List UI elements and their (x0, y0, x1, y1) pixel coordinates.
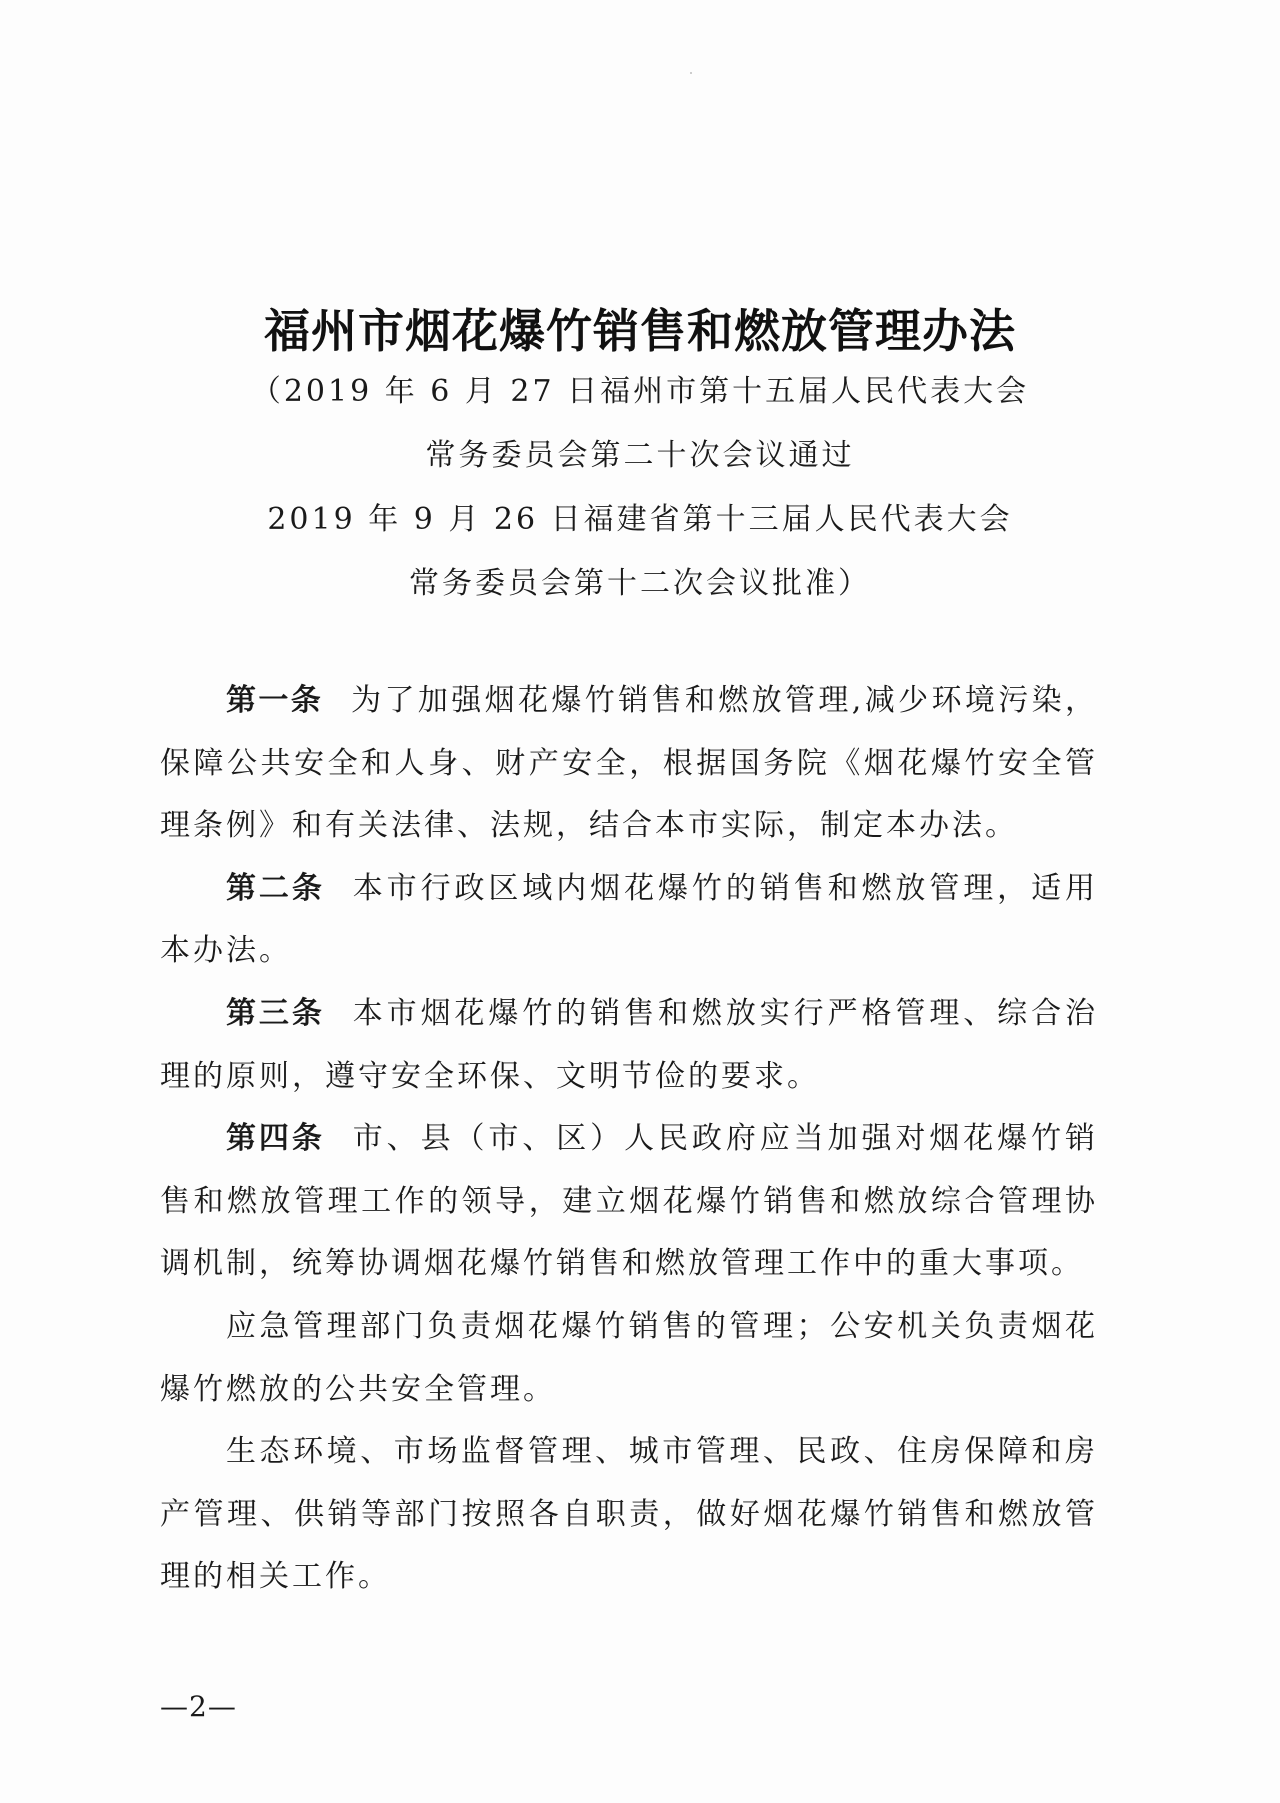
subtitle-line-4: 常务委员会第十二次会议批准） (409, 566, 871, 601)
article-3 (160, 983, 1098, 1108)
paragraph-2: 生态环境、市场监督管理、城市管理、民政、住房保障和房产管理、供销等部门按照各自职责，做好烟花爆竹销售和燃放管理的相关工作。 (160, 1434, 1098, 1595)
paragraph-1: 应急管理部门负责烟花爆竹销售的管理；公安机关负责烟花爆竹燃放的公共安全管理。 (160, 1308, 1098, 1407)
scan-speck (690, 72, 692, 74)
article-text: 为了加强烟花爆竹销售和燃放管理,减少环境污染，保障公共安全和人身、财产安全，根据国务院《烟花爆竹安全管理条例》和有关法律、法规，结合本市实际，制定本办法。 (160, 683, 1098, 844)
article-label: 第一条 (226, 683, 324, 718)
subtitle-line-2: 常务委员会第二十次会议通过 (425, 438, 855, 473)
article-label: 第二条 (226, 870, 325, 906)
article-1 (160, 670, 1098, 858)
subtitle-line-1: （2019 年 6 月 27 日福州市第十五届人民代表大会 (250, 374, 1030, 409)
page-number: —2— (160, 1690, 237, 1723)
article-text: 市、县（市、区）人民政府应当加强对烟花爆竹销售和燃放管理工作的领导，建立烟花爆竹销售和燃放综合管理协调机制，统筹协调烟花爆竹销售和燃放管理工作中的重大事项。 (160, 1121, 1098, 1282)
article-4 (160, 1108, 1098, 1296)
document-title: 福州市烟花爆竹销售和燃放管理办法 (264, 304, 1016, 358)
article-label: 第四条 (226, 1121, 325, 1157)
subtitle-line-3: 2019 年 9 月 26 日福建省第十三届人民代表大会 (267, 502, 1013, 537)
document-body (160, 670, 1098, 1609)
article-text: 本市行政区域内烟花爆竹的销售和燃放管理，适用本办法。 (160, 870, 1098, 969)
article-label: 第三条 (226, 995, 325, 1031)
article-text: 本市烟花爆竹的销售和燃放实行严格管理、综合治理的原则，遵守安全环保、文明节俭的要求。 (160, 995, 1098, 1094)
article-2 (160, 858, 1098, 983)
